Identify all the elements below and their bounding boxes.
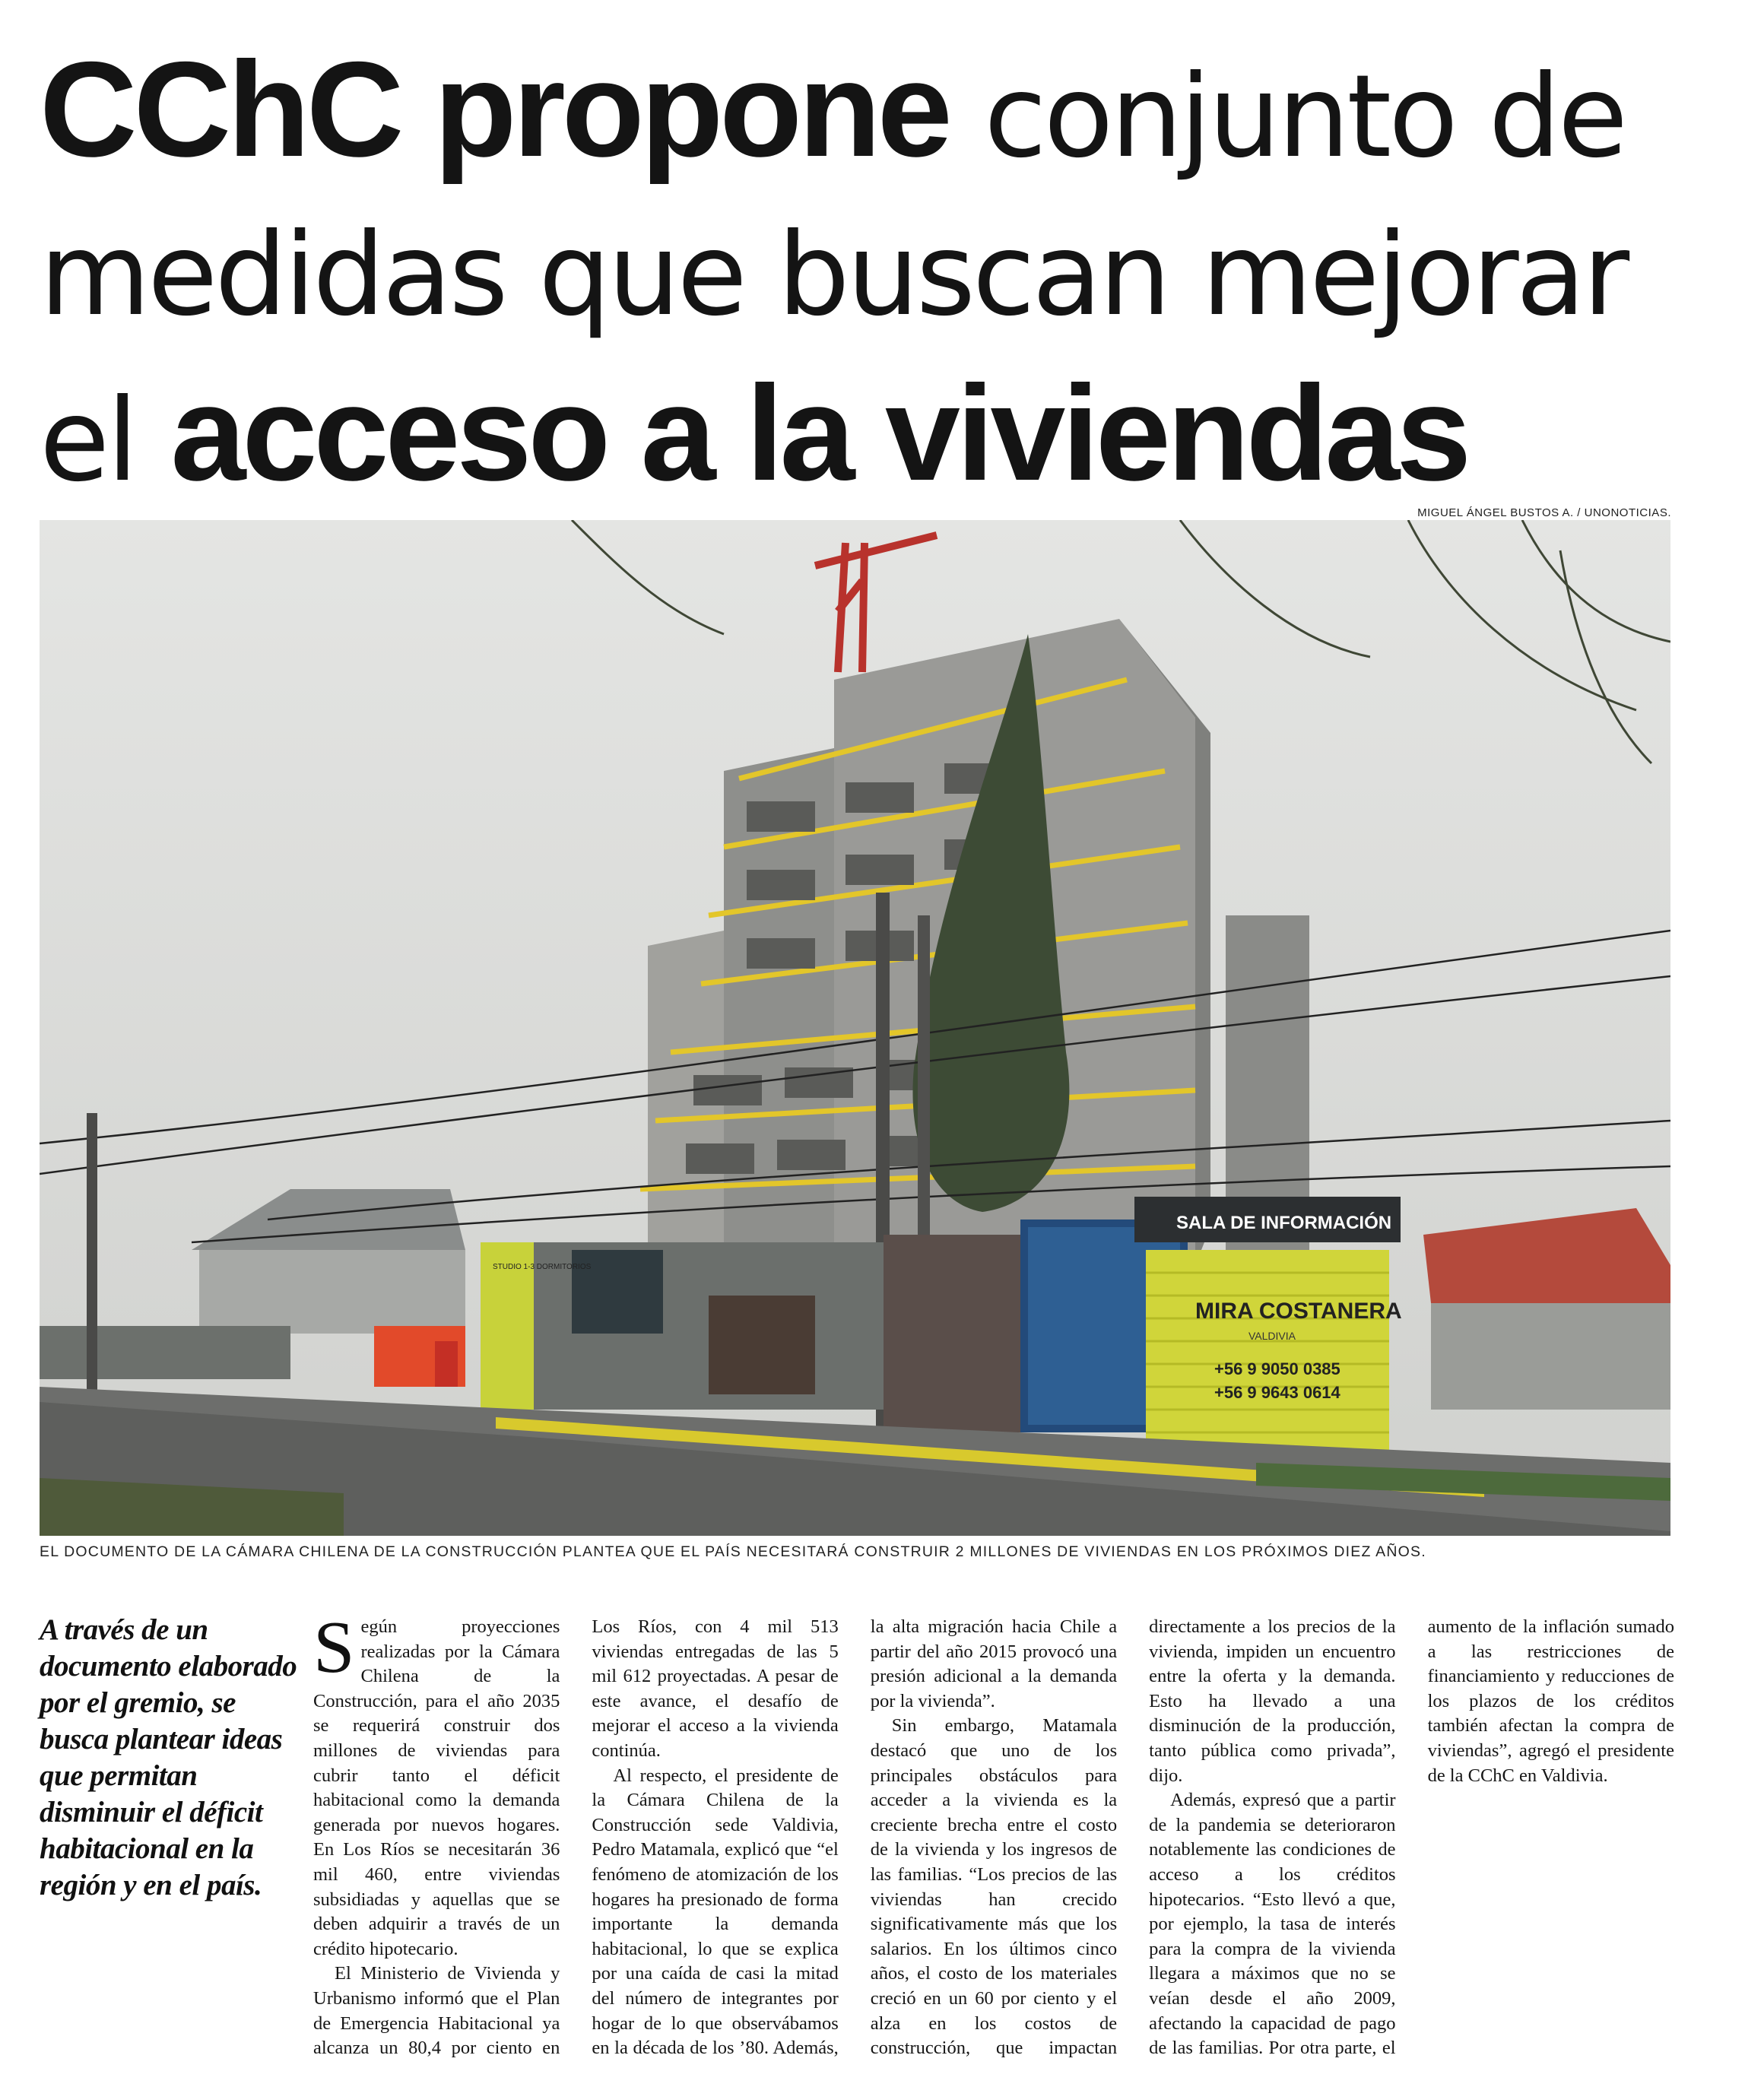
sign-sub-text: VALDIVIA: [1248, 1330, 1296, 1342]
body-paragraph-4: Sin embargo, Matamala destacó que uno de los principales obstáculos para acceder a la vivienda es la creciente brecha entre el costo de la vivienda y los ingresos de las familias. “Los precios de las viviendas han crecido significativamente más que los salarios. En los últimos cinco años, el costo de los materiales creció en un 60 por ciento y el alza en los costos de construcción, que impactan directamente a los precios de la vivienda, impiden un encuentro entre la oferta y la demanda. Esto ha llevado a una disminución de la producción, tanto pública como privada”, dijo.: [870, 1616, 1396, 2059]
sign-phone-1: +56 9 9050 0385: [1214, 1359, 1340, 1378]
drop-cap: S: [313, 1606, 355, 1689]
photo-credit: MIGUEL ÁNGEL BUSTOS A. / UNONOTICIAS.: [1417, 506, 1671, 519]
construction-site-illustration: [40, 520, 1670, 1536]
article-body: [313, 1606, 1674, 2071]
headline-line-1: CChC propone conjunto de: [40, 33, 1626, 185]
sign-info-text: SALA DE INFORMACIÓN: [1176, 1213, 1392, 1233]
body-paragraph-5: Además, expresó que a partir de la pandemia se deterioraron notablemente las condiciones de acceso a los créditos hipotecarios. “Esto llevó a que, por ejemplo, la tasa de interés para la compra de la vivienda llegara a máximos que no se veían desde el año 2009, afectando la capacidad de pago de las familias. Por otra parte, el aumento de la inflación sumado a las restricciones de financiamiento y reducciones de los plazos de los créditos también afectan la compra de viviendas”, agregó el presidente de la CChC en Valdivia.: [1149, 1616, 1674, 2059]
headline-line-2: medidas que buscan mejorar: [40, 209, 1627, 341]
sign-phone-2: +56 9 9643 0614: [1214, 1383, 1340, 1402]
sign-brand-text: MIRA COSTANERA: [1195, 1299, 1402, 1324]
sign-studio-text: STUDIO 1-3 DORMITORIOS: [493, 1263, 592, 1271]
headline: [40, 30, 1728, 520]
photo-caption: EL DOCUMENTO DE LA CÁMARA CHILENA DE LA CONSTRUCCIÓN PLANTEA QUE EL PAÍS NECESITARÁ CONSTRUIR 2 MILLONES DE VIVIENDAS EN LOS PRÓXIMOS DIEZ AÑOS.: [40, 1543, 1426, 1560]
headline-line-3: el acceso a la viviendas: [40, 357, 1468, 509]
body-paragraph-1: Según proyecciones realizadas por la Cámara Chilena de la Construcción, para el año 2035 se requerirá construir dos millones de viviendas para cubrir tanto el déficit habitacional como la demanda generada por nuevos hogares. En Los Ríos se necesitarán 36 mil 460, entre viviendas subsidiadas y aquellas que se deben adquirir a través de un crédito hipotecario.: [313, 1606, 560, 1959]
article-lede: A través de un documento elaborado por el gremio, se busca plantear ideas que permitan disminuir el déficit habitacional en la región y en el país.: [40, 1613, 297, 1901]
body-paragraph-3: Al respecto, el presidente de la Cámara Chilena de la Construcción sede Valdivia, Pedro Matamala, explicó que “el fenómeno de atomización de los hogares ha presionado de forma importante la demanda habitacional, lo que se explica por una caída de casi la mitad del número de integrantes por hogar de lo que observábamos en la década de los ’80. Además, la alta migración hacia Chile a partir del año 2015 provocó una presión adicional a la demanda por la vivienda”.: [592, 1616, 1118, 2059]
article-photo: [40, 520, 1670, 1536]
body-paragraph-2: El Ministerio de Vivienda y Urbanismo informó que el Plan de Emergencia Habitacional ya alcanza un 80,4 por ciento en Los Ríos, con 4 mil 513 viviendas entregadas de las 5 mil 612 proyectadas. A pesar de este avance, el desafío de mejorar el acceso a la vivienda continúa.: [313, 1616, 839, 2059]
